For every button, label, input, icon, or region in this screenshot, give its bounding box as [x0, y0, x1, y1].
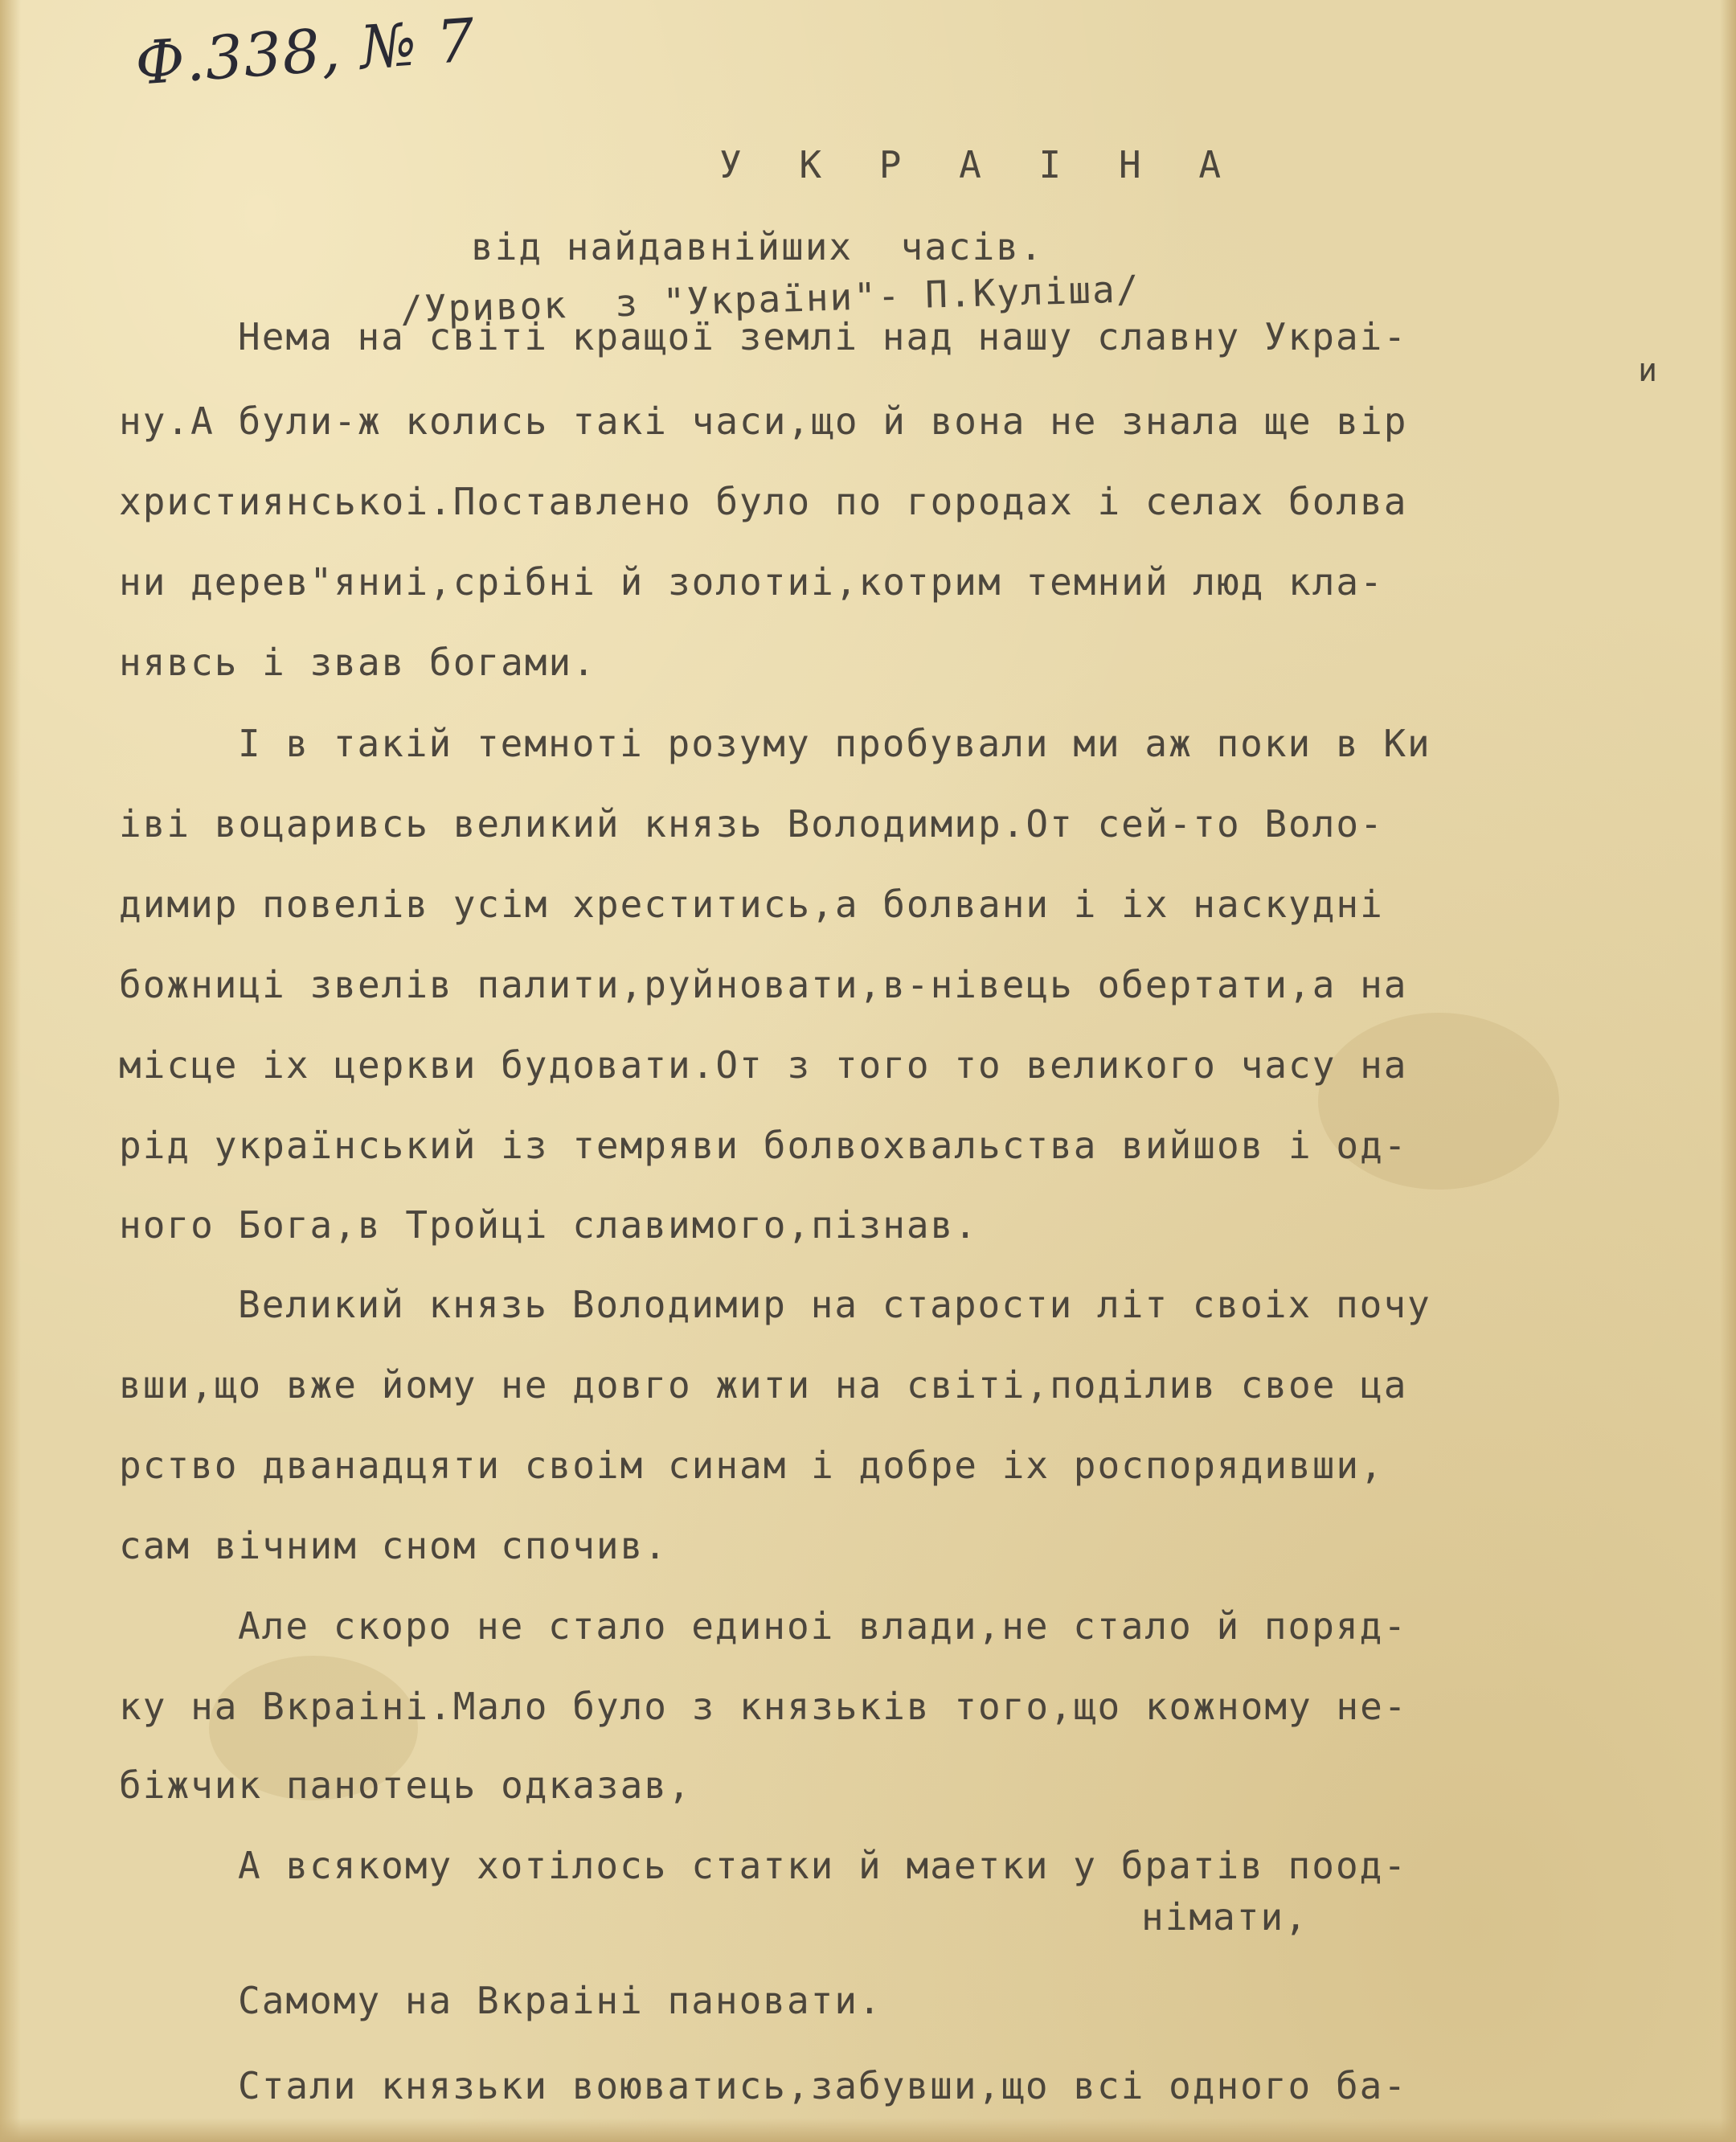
- body-line: ни дерев"яниі,срібні й золотиі,котрим темний люд кла-: [119, 560, 1384, 604]
- body-line: вши,що вже йому не довго жити на світі,поділив свое ца: [119, 1363, 1408, 1407]
- body-line: Самому на Вкраіні пановати.: [238, 1979, 882, 2022]
- paper-edge-right: [1720, 0, 1736, 2142]
- body-line: німати,: [1141, 1895, 1308, 1939]
- body-line: іві воцаривсь великий князь Володимир.От сей-то Воло-: [119, 802, 1384, 846]
- body-line: Великий князь Володимир на старости літ своіх почу: [238, 1283, 1431, 1326]
- body-line: Нема на світі кращої землі над нашу славну Украі-: [238, 315, 1408, 358]
- body-line: Але скоро не стало единоі влади,не стало й поряд-: [238, 1604, 1408, 1648]
- archive-reference-handwritten: Ф.338, № 7: [133, 6, 478, 99]
- excerpt-source-note: /Уривок з "України"- П.Куліша/: [399, 267, 1141, 331]
- body-line: ного Бога,в Тройці славимого,пізнав.: [119, 1203, 978, 1247]
- typed-insertion-mark: и: [1638, 352, 1660, 389]
- body-line: місце іх церкви будовати.От з того то великого часу на: [119, 1043, 1408, 1087]
- body-line: Стали князьки воюватись,забувши,що всі одного ба-: [238, 2064, 1408, 2107]
- body-line: рство дванадцяти своім синам і добре іх роспорядивши,: [119, 1444, 1384, 1487]
- document-subtitle: від найдавнійших часів.: [471, 225, 1044, 268]
- body-line: рід український із темряви болвохвальства вийшов і од-: [119, 1124, 1408, 1167]
- document-title: У К Р А І Н А: [719, 143, 1239, 186]
- body-line: ну.А були-ж колись такі часи,що й вона не знала ще вір: [119, 399, 1408, 443]
- body-line: сам вічним сном спочив.: [119, 1524, 668, 1567]
- body-line: нявсь і звав богами.: [119, 641, 596, 684]
- body-line: А всякому хотілось статки й маетки у братів поод-: [238, 1844, 1408, 1887]
- paper-edge-bottom: [0, 2118, 1736, 2142]
- body-line: ку на Вкраіні.Мало було з князьків того,що кожному не-: [119, 1685, 1408, 1728]
- paper-edge-left: [0, 0, 21, 2142]
- body-line: I в такій темноті розуму пробували ми аж поки в Ки: [238, 722, 1431, 765]
- body-line: біжчик панотець одказав,: [119, 1763, 692, 1807]
- body-line: християнськоі.Поставлено було по городах і селах болва: [119, 480, 1408, 523]
- body-line: димир повелів усім хреститись,а болвани і іх наскудні: [119, 883, 1384, 926]
- body-line: божниці звелів палити,руйновати,в-нівець обертати,а на: [119, 963, 1408, 1006]
